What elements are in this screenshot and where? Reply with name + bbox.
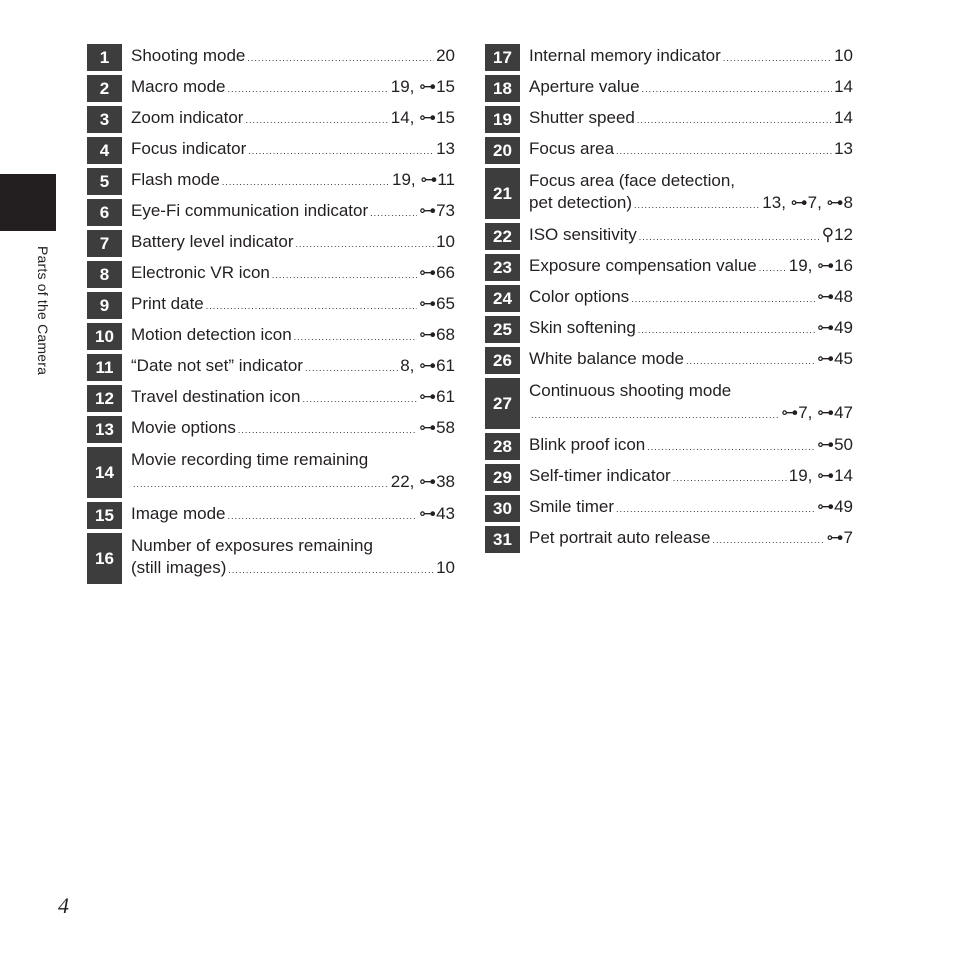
dot-leader <box>245 109 388 131</box>
legend-entry-line <box>131 107 455 131</box>
legend-number-badge: 7 <box>87 229 122 257</box>
legend-entry-line <box>529 224 853 248</box>
dot-leader <box>712 529 824 551</box>
legend-entry <box>122 74 455 102</box>
legend-label: Print date <box>131 294 204 313</box>
legend-number-badge: 13 <box>87 415 122 443</box>
legend-row <box>485 167 853 219</box>
legend-entry-line <box>529 255 853 279</box>
legend-entry-line <box>131 76 455 100</box>
legend-entry <box>122 446 455 498</box>
legend-label: Blink proof icon <box>529 435 646 454</box>
dot-leader <box>296 233 435 255</box>
dot-leader <box>370 202 417 224</box>
legend-entry <box>122 291 455 319</box>
legend-row <box>87 322 455 350</box>
legend-label: Motion detection icon <box>131 325 292 344</box>
page-reference: ⚲12 <box>821 225 853 244</box>
legend-number-badge: 28 <box>485 432 520 460</box>
legend-row <box>485 463 853 491</box>
legend-entry-line <box>131 557 455 581</box>
legend-row <box>485 43 853 71</box>
page-reference: ⊶49 <box>817 318 853 337</box>
legend-number-badge: 6 <box>87 198 122 226</box>
legend-label: Focus area <box>529 139 615 158</box>
page-reference: ⊶7 <box>826 528 853 547</box>
legend-entry <box>122 322 455 350</box>
legend-number-badge: 24 <box>485 284 520 312</box>
legend-row <box>87 229 455 257</box>
legend-row <box>87 446 455 498</box>
page-reference: 22, ⊶38 <box>390 472 455 491</box>
legend-row <box>87 291 455 319</box>
legend-label: Pet portrait auto release <box>529 528 711 547</box>
legend-row <box>485 377 853 429</box>
legend-entry-line <box>131 355 455 379</box>
legend-label: Internal memory indicator <box>529 46 721 65</box>
legend-label: Focus area (face detection, <box>529 171 736 190</box>
legend-label: Shooting mode <box>131 46 246 65</box>
legend-entry-line <box>529 380 853 402</box>
page-reference: 19, ⊶11 <box>391 170 455 189</box>
legend-row <box>87 532 455 584</box>
legend-entry-line <box>529 286 853 310</box>
legend-entry <box>520 463 853 491</box>
legend-entry-line <box>529 496 853 520</box>
legend-row <box>485 253 853 281</box>
dot-leader <box>133 473 389 495</box>
dot-leader <box>642 78 833 100</box>
legend-label: Flash mode <box>131 170 220 189</box>
dot-leader <box>634 194 760 216</box>
dot-leader <box>723 47 832 69</box>
legend-number-badge: 1 <box>87 43 122 71</box>
legend-label: Continuous shooting mode <box>529 381 732 400</box>
legend-entry-line <box>131 200 455 224</box>
legend-number-badge: 25 <box>485 315 520 343</box>
legend-entry <box>122 136 455 164</box>
page-reference: ⊶49 <box>817 497 853 516</box>
legend-entry-line <box>529 107 853 131</box>
dot-leader <box>228 559 434 581</box>
legend-entry <box>122 353 455 381</box>
legend-entry-line <box>529 45 853 69</box>
section-tab-marker <box>0 174 56 231</box>
legend-entry <box>520 43 853 71</box>
legend-row <box>485 525 853 553</box>
legend-entry <box>122 532 455 584</box>
legend-entry-line <box>529 402 853 426</box>
legend-entry <box>520 494 853 522</box>
legend-entry <box>520 377 853 429</box>
legend-label: Zoom indicator <box>131 108 244 127</box>
legend-row <box>485 74 853 102</box>
dot-leader <box>638 319 815 341</box>
legend-entry <box>520 284 853 312</box>
legend-entry <box>520 432 853 460</box>
legend-number-badge: 26 <box>485 346 520 374</box>
dot-leader <box>637 109 832 131</box>
legend-entry <box>520 136 853 164</box>
dot-leader <box>631 288 815 310</box>
legend-entry-line <box>529 465 853 489</box>
legend-label: Image mode <box>131 504 226 523</box>
legend-column-right <box>485 43 853 556</box>
legend-number-badge: 12 <box>87 384 122 412</box>
dot-leader <box>228 505 418 527</box>
legend-label: Skin softening <box>529 318 636 337</box>
legend-entry <box>520 105 853 133</box>
page-reference: 14 <box>834 77 853 96</box>
legend-number-badge: 3 <box>87 105 122 133</box>
legend-label: Number of exposures remaining <box>131 536 373 555</box>
legend-number-badge: 29 <box>485 463 520 491</box>
dot-leader <box>616 498 815 520</box>
legend-row <box>87 43 455 71</box>
legend-entry-line <box>131 535 455 557</box>
page-reference: 13 <box>436 139 455 158</box>
legend-label: Movie options <box>131 418 236 437</box>
page-reference: 13 <box>834 139 853 158</box>
dot-leader <box>227 78 388 100</box>
legend-number-badge: 18 <box>485 74 520 102</box>
legend-entry-line <box>131 324 455 348</box>
dot-leader <box>759 257 787 279</box>
legend-entry <box>122 501 455 529</box>
legend-entry <box>122 384 455 412</box>
legend-row <box>485 432 853 460</box>
page-reference: ⊶65 <box>419 294 455 313</box>
legend-label: Color options <box>529 287 630 306</box>
legend-entry <box>122 229 455 257</box>
legend-row <box>87 136 455 164</box>
legend-label: Battery level indicator <box>131 232 294 251</box>
legend-number-badge: 21 <box>485 167 520 219</box>
legend-row <box>87 384 455 412</box>
legend-label: “Date not set” indicator <box>131 356 303 375</box>
dot-leader <box>647 436 815 458</box>
legend-number-badge: 19 <box>485 105 520 133</box>
dot-leader <box>305 357 398 379</box>
legend-row <box>87 105 455 133</box>
legend-entry <box>520 222 853 250</box>
legend-row <box>87 74 455 102</box>
legend-number-badge: 11 <box>87 353 122 381</box>
legend-number-badge: 27 <box>485 377 520 429</box>
legend-label: Movie recording time remaining <box>131 450 369 469</box>
legend-number-badge: 23 <box>485 253 520 281</box>
legend-label: Aperture value <box>529 77 640 96</box>
legend-column-left <box>87 43 455 587</box>
legend-entry-line <box>131 503 455 527</box>
dot-leader <box>639 226 820 248</box>
legend-label: Focus indicator <box>131 139 247 158</box>
page-reference: ⊶58 <box>419 418 455 437</box>
legend-entry <box>122 198 455 226</box>
page-reference: 19, ⊶14 <box>788 466 853 485</box>
legend-row <box>87 167 455 195</box>
dot-leader <box>302 388 417 410</box>
legend-entry-line <box>131 45 455 69</box>
legend-entry-line <box>131 417 455 441</box>
legend-entry-line <box>131 231 455 255</box>
legend-label: Smile timer <box>529 497 615 516</box>
dot-leader <box>206 295 417 317</box>
legend-entry <box>520 74 853 102</box>
legend-label: (still images) <box>131 558 227 577</box>
legend-row <box>485 494 853 522</box>
legend-number-badge: 9 <box>87 291 122 319</box>
legend-label: Travel destination icon <box>131 387 301 406</box>
legend-row <box>485 346 853 374</box>
dot-leader <box>294 326 417 348</box>
legend-row <box>87 415 455 443</box>
page-number: 4 <box>58 893 69 918</box>
legend-entry-line <box>131 386 455 410</box>
page-reference: 10 <box>834 46 853 65</box>
legend-entry-line <box>529 348 853 372</box>
page-reference: 10 <box>436 232 455 251</box>
page-reference: 13, ⊶7, ⊶8 <box>762 193 853 212</box>
legend-entry-line <box>131 293 455 317</box>
legend-entry <box>122 105 455 133</box>
dot-leader <box>247 47 434 69</box>
page-reference: ⊶68 <box>419 325 455 344</box>
legend-entry <box>122 43 455 71</box>
legend-entry-line <box>529 317 853 341</box>
page-reference: 14, ⊶15 <box>390 108 455 127</box>
legend-entry-line <box>131 449 455 471</box>
legend-entry-line <box>131 169 455 193</box>
legend-row <box>87 501 455 529</box>
page-reference: 14 <box>834 108 853 127</box>
page-reference: 19, ⊶16 <box>788 256 853 275</box>
legend-row <box>485 105 853 133</box>
legend-number-badge: 22 <box>485 222 520 250</box>
page-reference: ⊶61 <box>419 387 455 406</box>
legend-label: Exposure compensation value <box>529 256 757 275</box>
legend-entry-line <box>529 138 853 162</box>
legend-label: Shutter speed <box>529 108 635 127</box>
dot-leader <box>686 350 815 372</box>
page-reference: 20 <box>436 46 455 65</box>
dot-leader <box>272 264 417 286</box>
legend-number-badge: 15 <box>87 501 122 529</box>
legend-entry <box>122 260 455 288</box>
legend-entry <box>520 525 853 553</box>
page-reference: 8, ⊶61 <box>400 356 455 375</box>
legend-number-badge: 14 <box>87 446 122 498</box>
dot-leader <box>238 419 417 441</box>
legend-number-badge: 30 <box>485 494 520 522</box>
legend-entry <box>520 167 853 219</box>
section-side-label: Parts of the Camera <box>35 246 51 376</box>
legend-label: White balance mode <box>529 349 684 368</box>
legend-number-badge: 10 <box>87 322 122 350</box>
page-reference: ⊶73 <box>419 201 455 220</box>
legend-entry <box>520 315 853 343</box>
legend-label: pet detection) <box>529 193 633 212</box>
legend-row <box>485 315 853 343</box>
legend-row <box>87 198 455 226</box>
legend-row <box>485 136 853 164</box>
dot-leader <box>248 140 434 162</box>
legend-row <box>485 284 853 312</box>
legend-label: ISO sensitivity <box>529 225 637 244</box>
legend-row <box>485 222 853 250</box>
legend-entry-line <box>529 434 853 458</box>
legend-label: Self-timer indicator <box>529 466 671 485</box>
legend-entry-line <box>529 192 853 216</box>
legend-number-badge: 2 <box>87 74 122 102</box>
legend-number-badge: 31 <box>485 525 520 553</box>
legend-entry <box>520 253 853 281</box>
dot-leader <box>531 404 779 426</box>
legend-number-badge: 5 <box>87 167 122 195</box>
page-reference: ⊶50 <box>817 435 853 454</box>
legend-number-badge: 17 <box>485 43 520 71</box>
page-reference: ⊶48 <box>817 287 853 306</box>
page-reference: 19, ⊶15 <box>390 77 455 96</box>
legend-entry-line <box>529 527 853 551</box>
legend-entry-line <box>131 262 455 286</box>
page-reference: ⊶45 <box>817 349 853 368</box>
legend-label: Electronic VR icon <box>131 263 270 282</box>
legend-entry-line <box>529 76 853 100</box>
legend-entry-line <box>131 138 455 162</box>
legend-entry-line <box>529 170 853 192</box>
dot-leader <box>673 467 787 489</box>
legend-label: Eye-Fi communication indicator <box>131 201 369 220</box>
legend-number-badge: 8 <box>87 260 122 288</box>
legend-entry <box>122 415 455 443</box>
legend-row <box>87 353 455 381</box>
dot-leader <box>616 140 832 162</box>
page-reference: ⊶66 <box>419 263 455 282</box>
dot-leader <box>222 171 390 193</box>
page-reference: 10 <box>436 558 455 577</box>
legend-number-badge: 16 <box>87 532 122 584</box>
page-reference: ⊶43 <box>419 504 455 523</box>
legend-label: Macro mode <box>131 77 226 96</box>
legend-entry-line <box>131 471 455 495</box>
legend-entry <box>520 346 853 374</box>
page-reference: ⊶7, ⊶47 <box>781 403 853 422</box>
legend-number-badge: 20 <box>485 136 520 164</box>
legend-row <box>87 260 455 288</box>
legend-entry <box>122 167 455 195</box>
legend-number-badge: 4 <box>87 136 122 164</box>
